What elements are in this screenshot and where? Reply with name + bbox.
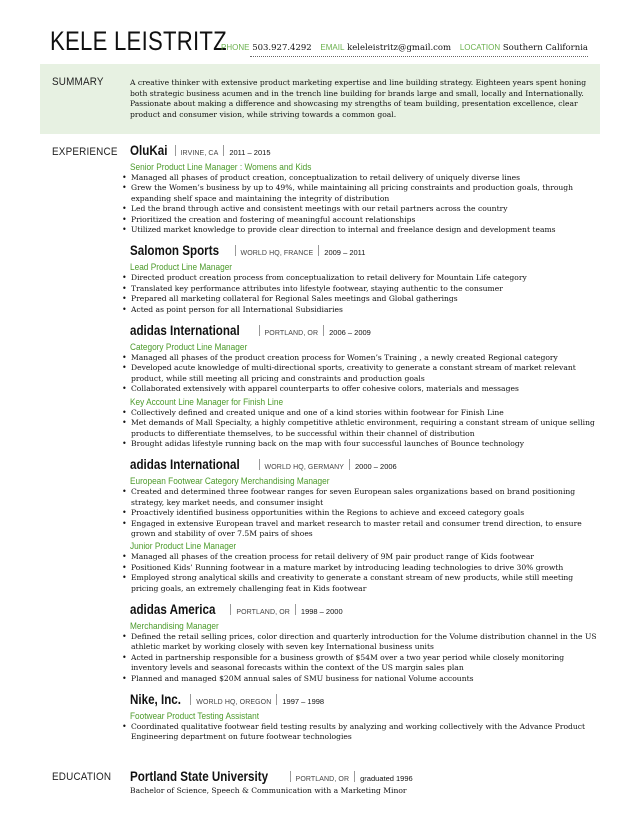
email-value[interactable]: keleleistritz@gmail.com bbox=[347, 43, 452, 53]
bullet-item: • Acted as point person for all International Subsidiaries bbox=[122, 305, 598, 315]
bullet-item: • Collaborated extensively with apparel counterparts to offer cohesive colors, materials and messages bbox=[122, 384, 598, 394]
phone-value: 503.927.4292 bbox=[252, 43, 312, 53]
bullet-item: • Engaged in extensive European travel and market research to master retail and consumer trend direction, to ensure grown and stability of over 7.5M pairs of shoes bbox=[122, 519, 598, 540]
job-dates: 1998 – 2000 bbox=[300, 606, 343, 616]
job-dates: 2000 – 2006 bbox=[355, 462, 397, 472]
separator bbox=[318, 245, 319, 256]
role-title: Senior Product Line Manager : Womens and Kids bbox=[130, 162, 312, 172]
job-entry bbox=[130, 243, 598, 315]
experience-section bbox=[130, 143, 598, 751]
resume-header bbox=[50, 26, 588, 58]
role-title: Category Product Line Manager bbox=[130, 342, 248, 353]
job-head bbox=[130, 602, 598, 619]
location-label: LOCATION bbox=[459, 43, 501, 52]
company-name: OluKai bbox=[130, 143, 168, 158]
summary-heading: SUMMARY bbox=[52, 76, 104, 88]
bullet-list bbox=[130, 487, 598, 539]
separator bbox=[190, 694, 191, 705]
job-dates: 2009 – 2011 bbox=[324, 248, 366, 258]
bullet-list bbox=[130, 273, 598, 315]
separator bbox=[323, 325, 324, 336]
bullet-list bbox=[130, 552, 598, 594]
bullet-item: • Positioned Kids’ Running footwear in a mature market by introducing leading technologies to drive 30% growth bbox=[122, 563, 598, 573]
company-name: adidas America bbox=[130, 601, 216, 617]
job-location: WORLD HQ, OREGON bbox=[196, 699, 272, 706]
bullet-item: • Prioritized the creation and fostering of meaningful account relationships bbox=[122, 215, 598, 225]
bullet-item: • Developed acute knowledge of multi-directional sports, creativity to generate a constant stream of market relevant product, while still meeting all pricing and constraints and production goals bbox=[122, 363, 598, 384]
bullet-item: • Prepared all marketing collateral for Regional Sales meetings and Global gatherings bbox=[122, 294, 598, 304]
contact-info bbox=[215, 42, 588, 54]
job-location: PORTLAND, OR bbox=[264, 330, 319, 338]
separator bbox=[349, 459, 350, 470]
job-head bbox=[130, 457, 598, 474]
job-entry bbox=[130, 323, 598, 449]
header-divider bbox=[250, 56, 588, 57]
bullet-item: • Created and determined three footwear ranges for seven European sales organizations based on brand positioning strategy, key market needs, and consumer insight bbox=[122, 487, 598, 508]
bullet-item: • Utilized market knowledge to provide clear direction to internal and freelance design and development teams bbox=[122, 225, 598, 235]
bullet-item: • Employed strong analytical skills and creativity to generate a constant stream of new products, while still meeting pricing goals, an extremely challenging feat in Kids footwear bbox=[122, 573, 598, 594]
school-name: Portland State University bbox=[130, 769, 269, 784]
education-heading: EDUCATION bbox=[52, 771, 112, 783]
separator bbox=[230, 604, 231, 615]
bullet-list bbox=[130, 722, 598, 743]
bullet-item: • Met demands of Mall Specialty, a highly competitive athletic environment, requiring a constant stream of unique selling products to differentiate themselves, to be successful within their channel of distribution bbox=[122, 418, 598, 439]
role-title: Junior Product Line Manager bbox=[130, 541, 237, 552]
candidate-name: KELE LEISTRITZ bbox=[50, 26, 227, 56]
job-head bbox=[130, 323, 598, 340]
phone-label: PHONE bbox=[221, 43, 250, 52]
separator bbox=[175, 145, 176, 156]
job-location: IRVINE, CA bbox=[180, 150, 219, 157]
bullet-list bbox=[130, 173, 598, 235]
separator bbox=[235, 245, 236, 256]
separator bbox=[223, 145, 224, 156]
company-name: Nike, Inc. bbox=[130, 692, 181, 707]
email-label: EMAIL bbox=[320, 43, 345, 52]
bullet-item: • Coordinated qualitative footwear field testing results by analyzing and working collectively with the Advance Product Engineering department on future footwear technologies bbox=[122, 722, 598, 743]
summary-text: A creative thinker with extensive product marketing expertise and line building strategy. Eighteen years spent honing both strategic business acumen and in the trench line building for brands large and small, locally and Internationally. Passionate about making a difference and showcasing my strengths of team building, presentation excellence, clear product and consumer vision, while striving towards a common goal. bbox=[130, 78, 587, 120]
bullet-item: • Collectively defined and created unique and one of a kind stories within footwear for Finish Line bbox=[122, 408, 598, 418]
role-title: Key Account Line Manager for Finish Line bbox=[130, 396, 284, 407]
company-name: Salomon Sports bbox=[130, 243, 220, 259]
separator bbox=[290, 771, 291, 782]
separator bbox=[354, 771, 355, 782]
location-value: Southern California bbox=[502, 43, 588, 53]
education-section bbox=[130, 769, 598, 796]
bullet-item: • Led the brand through active and consistent meetings with our retail partners across the country bbox=[122, 204, 598, 214]
degree: Bachelor of Science, Speech & Communication with a Marketing Minor bbox=[130, 786, 407, 795]
bullet-list bbox=[130, 353, 598, 395]
bullet-item: • Defined the retail selling prices, color direction and quarterly introduction for the Volume distribution channel in the US athletic market by working closely with seven key International business units bbox=[122, 632, 598, 653]
company-name: adidas International bbox=[130, 323, 240, 339]
bullet-item: • Managed all phases of product creation, conceptualization to retail delivery of uniquely diverse lines bbox=[122, 173, 598, 183]
role-title: Merchandising Manager bbox=[130, 620, 219, 631]
graduation-year: graduated 1996 bbox=[360, 774, 413, 783]
job-dates: 1997 – 1998 bbox=[282, 697, 325, 706]
job-entry bbox=[130, 457, 598, 594]
separator bbox=[295, 604, 296, 615]
bullet-item: • Proactively identified business opportunities within the Regions to achieve and exceed category goals bbox=[122, 508, 598, 518]
school-location: PORTLAND, OR bbox=[295, 776, 350, 783]
bullet-item: • Acted in partnership responsible for a business growth of $54M over a two year period while closely monitoring inventory levels and seasonal forecasts within the context of the US margin sales plan bbox=[122, 653, 598, 674]
job-location: WORLD HQ, FRANCE bbox=[240, 250, 314, 258]
job-head bbox=[130, 692, 598, 709]
company-name: adidas International bbox=[130, 457, 240, 473]
bullet-item: • Planned and managed $20M annual sales of SMU business for national Volume accounts bbox=[122, 674, 598, 684]
job-dates: 2006 – 2009 bbox=[329, 328, 371, 338]
job-entry bbox=[130, 692, 598, 743]
bullet-item: • Directed product creation process from conceptualization to retail delivery for Mountain Life category bbox=[122, 273, 598, 283]
job-dates: 2011 – 2015 bbox=[229, 148, 271, 157]
education-head bbox=[130, 769, 598, 786]
bullet-item: • Grew the Women’s business by up to 49%, while maintaining all pricing constraints and production goals, through expanding shelf space and maintaining the integrity of distribution bbox=[122, 183, 598, 204]
role-title: Footwear Product Testing Assistant bbox=[130, 711, 259, 721]
separator bbox=[259, 459, 260, 470]
job-head bbox=[130, 243, 598, 260]
bullet-item: • Brought adidas lifestyle running back on the map with four successful launches of Bounce technology bbox=[122, 439, 598, 449]
job-location: WORLD HQ, GERMANY bbox=[264, 464, 345, 472]
role-title: European Footwear Category Merchandising Manager bbox=[130, 476, 330, 487]
bullet-list bbox=[130, 632, 598, 684]
role-title: Lead Product Line Manager bbox=[130, 262, 233, 273]
bullet-item: • Managed all phases of the product creation process for Women’s Training , a newly created Regional category bbox=[122, 353, 598, 363]
job-location: PORTLAND, OR bbox=[236, 608, 290, 616]
job-head bbox=[130, 143, 598, 160]
bullet-item: • Managed all phases of the creation process for retail delivery of 9M pair product range of Kids footwear bbox=[122, 552, 598, 562]
separator bbox=[276, 694, 277, 705]
separator bbox=[259, 325, 260, 336]
bullet-list bbox=[130, 408, 598, 450]
bullet-item: • Translated key performance attributes into lifestyle footwear, staying authentic to the consumer bbox=[122, 284, 598, 294]
experience-heading: EXPERIENCE bbox=[52, 146, 118, 158]
job-entry bbox=[130, 602, 598, 684]
job-entry bbox=[130, 143, 598, 235]
